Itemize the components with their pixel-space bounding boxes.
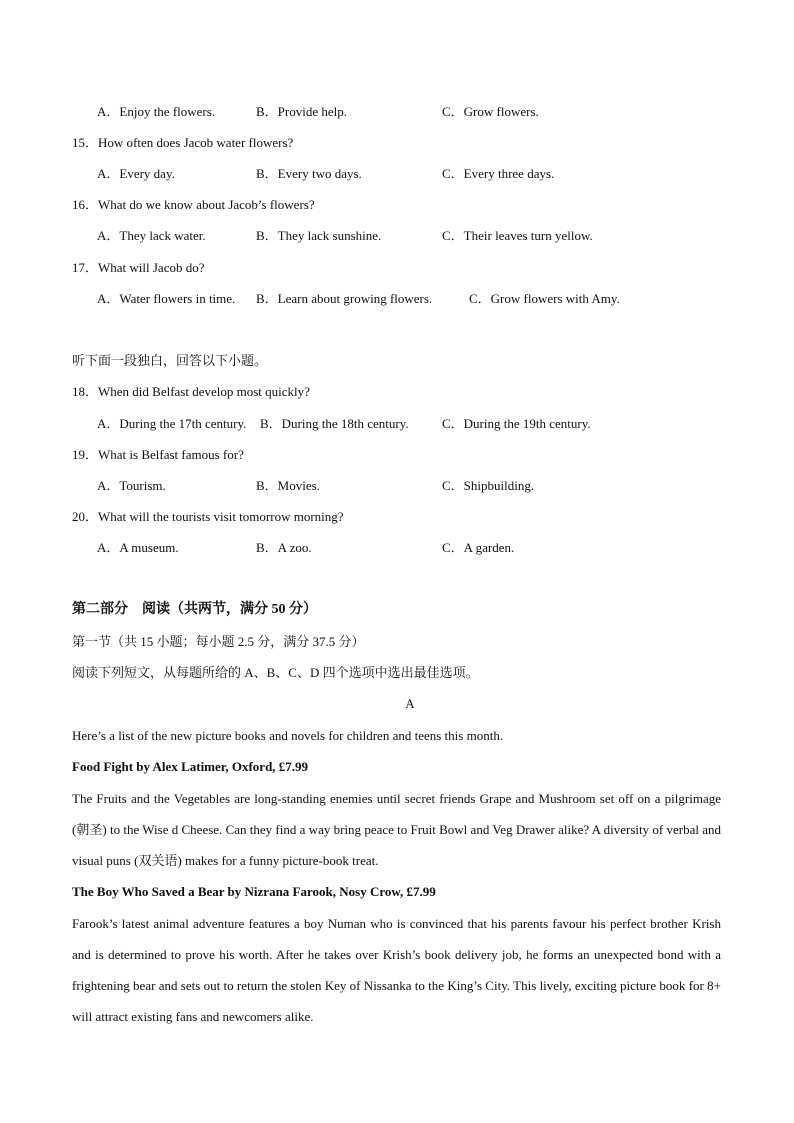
q19-option-a: A．Tourism. (97, 478, 166, 493)
q14-option-a: A．Enjoy the flowers. (97, 104, 216, 119)
q17-option-a: A．Water flowers in time. (97, 291, 236, 306)
q14-option-b: B．Provide help. (256, 104, 347, 119)
q20-option-c: C．A garden. (442, 540, 515, 555)
book2-description: Farook’s latest animal adventure features a boy Numan who is convinced that his parents favour his perfect brother Krish and is determined to prove his worth. After he takes over Krish’s book delivery job, he forms an unexpected bond with a frightening bear and sets out to return the stolen Key of Nissanka to the King’s City. This lively, exciting picture book for 8+ will attract existing fans and newcomers alike. (72, 916, 721, 1024)
q15-option-a: A．Every day. (97, 166, 175, 181)
part2-title: 第二部分 阅读（共两节，满分 50 分） (72, 602, 317, 617)
q17-option-c: C．Grow flowers with Amy. (469, 291, 620, 306)
q19-option-b: B．Movies. (256, 478, 320, 493)
section1-title: 第一节（共 15 小题；每小题 2.5 分，满分 37.5 分） (72, 634, 365, 649)
book1-description: The Fruits and the Vegetables are long-standing enemies until secret friends Grape and Mushroom set off on a pilgrimage (朝圣) to the Wise d Cheese. Can they find a way bring peace to Fruit Bowl and Veg Drawer alike? A diversity of verbal and visual puns (双关语) makes for a funny picture-book treat. (72, 791, 721, 868)
q18-option-a: A．During the 17th century. (97, 416, 247, 431)
q18-option-b: B．During the 18th century. (260, 416, 409, 431)
passage-label: A (405, 696, 415, 711)
monologue-instruction: 听下面一段独白，回答以下小题。 (72, 353, 268, 368)
q16-option-c: C．Their leaves turn yellow. (442, 228, 593, 243)
q18-option-c: C．During the 19th century. (442, 416, 591, 431)
q16-option-b: B．They lack sunshine. (256, 228, 382, 243)
q20-option-a: A．A museum. (97, 540, 179, 555)
q17-stem: 17．What will Jacob do? (72, 260, 205, 275)
q19-stem: 19．What is Belfast famous for? (72, 447, 244, 462)
q19-option-c: C．Shipbuilding. (442, 478, 535, 493)
q15-option-c: C．Every three days. (442, 166, 555, 181)
q20-option-b: B．A zoo. (256, 540, 312, 555)
reading-instruction: 阅读下列短文，从每题所给的 A、B、C、D 四个选项中选出最佳选项。 (72, 665, 479, 680)
q14-option-c: C．Grow flowers. (442, 104, 539, 119)
q15-option-b: B．Every two days. (256, 166, 362, 181)
book1-title: Food Fight by Alex Latimer, Oxford, £7.99 (72, 759, 309, 774)
q17-option-b: B．Learn about growing flowers. (256, 291, 433, 306)
q16-option-a: A．They lack water. (97, 228, 206, 243)
book2-title: The Boy Who Saved a Bear by Nizrana Farook, Nosy Crow, £7.99 (72, 884, 436, 899)
q15-stem: 15．How often does Jacob water flowers? (72, 135, 294, 150)
q16-stem: 16．What do we know about Jacob’s flowers? (72, 197, 315, 212)
q18-stem: 18．When did Belfast develop most quickly? (72, 384, 310, 399)
passage-intro: Here’s a list of the new picture books and novels for children and teens this month. (72, 728, 504, 743)
q20-stem: 20．What will the tourists visit tomorrow morning? (72, 509, 344, 524)
